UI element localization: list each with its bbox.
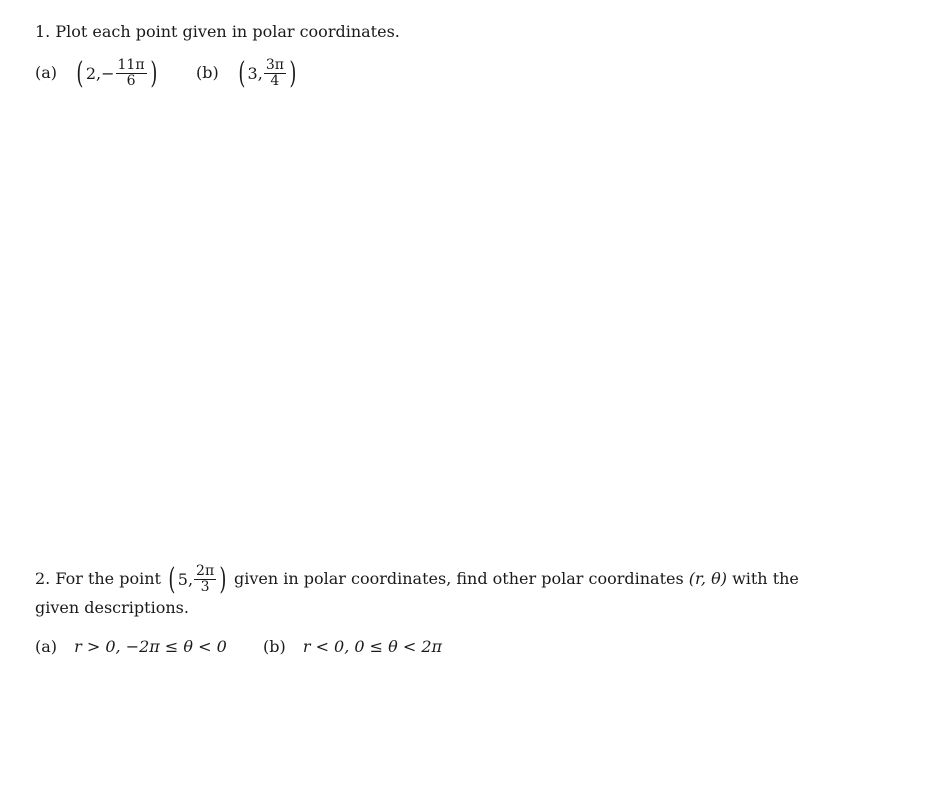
q1-part-b	[196, 55, 299, 91]
q2-point-angle-numerator: 2π	[196, 563, 215, 579]
right-paren: )	[219, 561, 227, 597]
q1-b-r-value: 3,	[247, 63, 263, 83]
q1-part-b-label: (b)	[196, 63, 219, 82]
question-2-line-1	[35, 561, 799, 597]
q2-rest-text: given in polar coordinates, find other polar coordinates	[233, 569, 684, 588]
q2-point-angle-fraction	[194, 564, 216, 595]
q1-a-r-value: 2,	[85, 63, 102, 83]
q1-a-minus-sign: −	[101, 63, 115, 83]
q2-point-angle-denominator: 3	[200, 579, 210, 595]
q1-a-angle-fraction	[116, 58, 147, 89]
left-paren: (	[76, 55, 84, 91]
right-paren: )	[149, 55, 157, 91]
q2-part-a	[35, 637, 227, 657]
q2-part-a-label: (a)	[35, 637, 58, 656]
q2-coordinate-pair: (r, θ)	[688, 569, 727, 588]
q1-b-angle-numerator: 3π	[265, 57, 284, 73]
q1-a-angle-numerator: 11π	[117, 57, 145, 73]
q2-point-r-value: 5,	[177, 569, 194, 589]
right-paren: )	[289, 55, 297, 91]
q1-part-a-label: (a)	[35, 63, 58, 82]
q2-part-b-label: (b)	[263, 637, 286, 656]
q1-b-angle-fraction	[264, 58, 286, 89]
q1-b-angle-denominator: 4	[270, 73, 280, 89]
q2-part-b-condition: r < 0, 0 ≤ θ < 2π	[302, 637, 443, 656]
q2-part-b	[263, 637, 442, 657]
question-2-line-2: given descriptions.	[35, 598, 189, 617]
q2-intro: 2. For the point	[35, 569, 161, 588]
question-1-text: 1. Plot each point given in polar coordinates.	[35, 22, 400, 41]
q1-part-a	[35, 55, 159, 91]
q2-part-a-condition: r > 0, −2π ≤ θ < 0	[74, 637, 227, 656]
q1-a-angle-denominator: 6	[126, 73, 136, 89]
q2-tail-text: with the	[732, 569, 799, 588]
left-paren: (	[168, 561, 176, 597]
left-paren: (	[238, 55, 246, 91]
